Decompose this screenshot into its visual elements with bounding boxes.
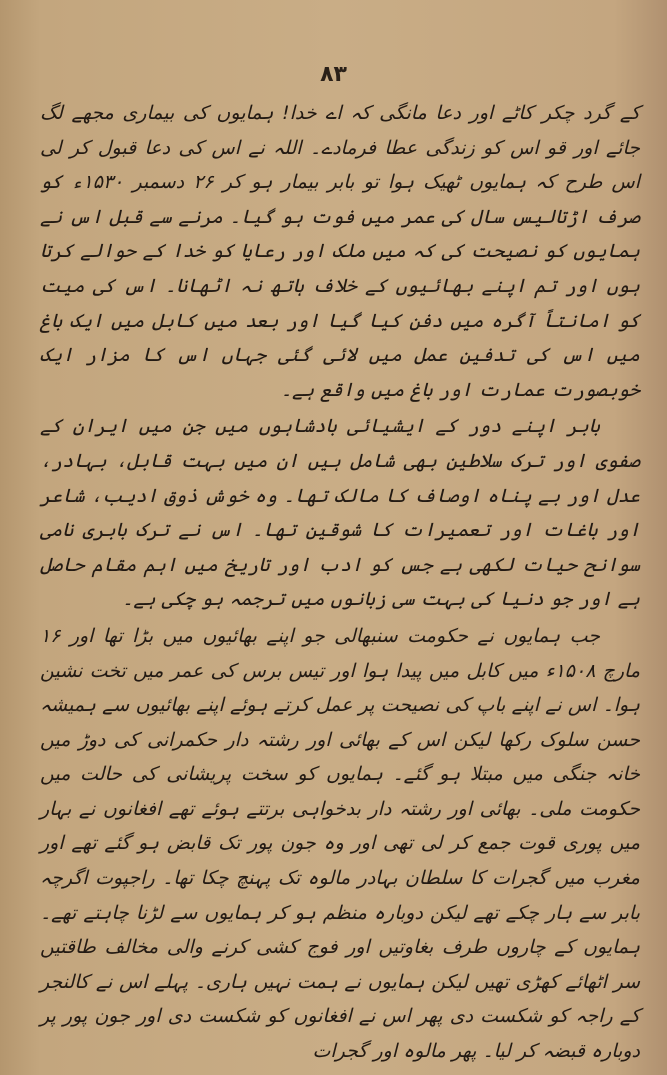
page-number: ۸۳ bbox=[320, 62, 347, 87]
page-body bbox=[40, 96, 640, 1069]
paragraph-3: جب ہمایوں نے حکومت سنبھالی جو اپنے بھائیوں میں بڑا تھا اور ۱۶ مارچ ۱۵۰۸ء میں کابل میں پیدا ہوا اور تیس برس کی عمر میں تخت نشین ہوا۔ اس نے اپنے باپ کی نصیحت پر عمل کرتے ہوئے اپنے بھائیوں سے ہمیشہ حسن سلوک رکھا لیکن اس کے بھائی اور رشتہ دار حکمرانی کی دوڑ میں خانہ جنگی میں مبتلا ہو گئے۔ ہمایوں کو سخت پریشانی کی حالت میں حکومت ملی۔ بھائی اور رشتہ دار بدخواہی برتتے ہوئے تھے افغانوں نے بہار میں پوری قوت جمع کر لی تھی اور وہ جون پور تک قابض ہو گئے تھے اور مغرب میں گجرات کا سلطان بہادر مالوہ تک پہنچ چکا تھا۔ راجپوت اگرچہ بابر سے ہار چکے تھے لیکن دوبارہ منظم ہو کر ہمایوں سے لڑنا چاہتے تھے۔ ہمایوں کے چاروں طرف بغاوتیں اور فوج کشی کرنے والی مخالف طاقتیں سر اٹھائے کھڑی تھیں لیکن ہمایوں نے ہمت نہیں ہاری۔ پہلے اس نے کالنجر کے راجہ کو شکست دی پھر اس نے افغانوں کو شکست دی اور جون پور پر دوبارہ قبضہ کر لیا۔ پھر مالوہ اور گجرات bbox=[40, 624, 640, 1063]
paragraph-2: بابر اپنے دور کے ایشیائی بادشاہوں میں جن میں ایران کے صفوی اور ترک سلاطین بھی شامل ہیں ان میں بہت قابل، بہادر، عدل اور بے پناہ اوصاف کا مالک تھا۔ وہ خوش ذوق ادیب، شاعر اور باغات اور تعمیرات کا شوقین تھا۔ اس نے ترک بابری نامی سوانح حیات لکھی ہے جس کو ادب اور تاریخ میں اہم مقام حاصل ہے اور جو دنیا کی بہت سی زبانوں میں ترجمہ ہو چکی ہے۔ bbox=[40, 415, 640, 611]
paragraph-1: کے گرد چکر کاٹے اور دعا مانگی کہ اے خدا! ہمایوں کی بیماری مجھے لگ جائے اور قو اس کو زندگی عطا فرمادے۔ اللہ نے اس کی دعا قبول کر لی اس طرح کہ ہمایوں ٹھیک ہوا تو بابر بیمار ہو کر ۲۶ دسمبر ۱۵۳۰ء کو صرف اڑتالیس سال کی عمر میں فوت ہو گیا۔ مرنے سے قبل اس نے ہمایوں کو نصیحت کی کہ میں ملک اور رعایا کو خدا کے حوالے کرتا ہوں اور تم اپنے بھائیوں کے خلاف ہاتھ نہ اٹھانا۔ اس کی میت کو امانتاً آگرہ میں دفن کیا گیا اور بعد میں کابل میں ایک باغ میں اس کی تدفین عمل میں لائی گئی جہاں اس کا مزار ایک خوبصورت عمارت اور باغ میں واقع ہے۔ bbox=[40, 102, 640, 401]
